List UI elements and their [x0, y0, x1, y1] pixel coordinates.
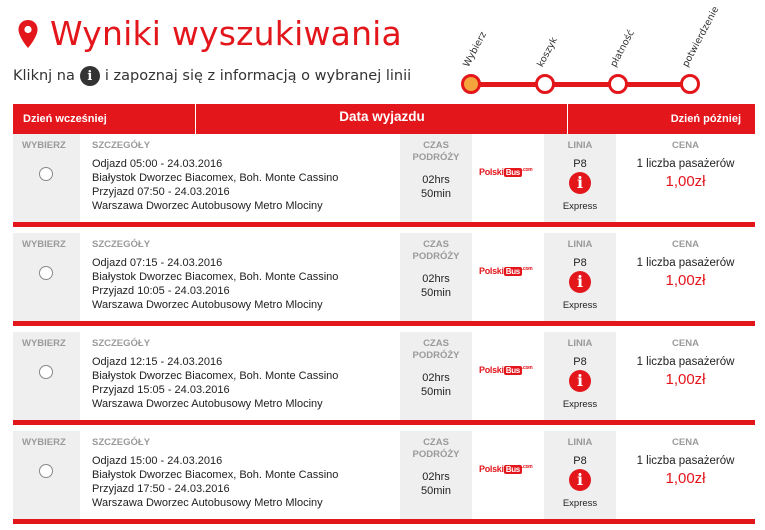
line-code: P8 — [573, 257, 587, 269]
travel-minutes: 50min — [421, 188, 451, 200]
price-label: CENA — [672, 338, 699, 349]
polskibus-logo — [479, 464, 532, 474]
logo-part2: Bus — [505, 267, 520, 276]
arrival-station: Warszawa Dworzec Autobusowy Metro Mlociny — [92, 497, 323, 509]
carrier-cell — [472, 233, 544, 321]
price-cell — [616, 233, 755, 321]
departure-station: Białystok Dworzec Biacomex, Boh. Monte Cassino — [92, 469, 339, 481]
travel-time-label-1: CZAS — [423, 338, 449, 349]
line-type: Express — [562, 498, 598, 509]
travel-time-label-2: PODRÓŻY — [412, 449, 460, 460]
line-type: Express — [562, 201, 598, 212]
page-title: Wyniki wyszukiwania — [50, 14, 402, 53]
step-label-koszyk: koszyk — [535, 35, 561, 69]
travel-time-cell — [402, 332, 470, 420]
travel-hours: 02hrs — [422, 372, 450, 384]
travel-minutes: 50min — [421, 485, 451, 497]
passenger-count: 1 liczba pasażerów — [636, 356, 735, 368]
price-value: 1,00zł — [665, 173, 706, 190]
passenger-count: 1 liczba pasażerów — [636, 158, 735, 170]
results-list — [13, 134, 755, 530]
arrival-station: Warszawa Dworzec Autobusowy Metro Mlociny — [92, 398, 323, 410]
date-bar — [13, 104, 755, 134]
logo-part2: Bus — [505, 168, 520, 177]
price-label: CENA — [672, 437, 699, 448]
logo-part2: Bus — [505, 465, 520, 474]
line-code: P8 — [573, 158, 587, 170]
price-value: 1,00zł — [665, 470, 706, 487]
select-radio[interactable] — [39, 266, 53, 280]
passenger-count: 1 liczba pasażerów — [636, 455, 735, 467]
travel-time-label-2: PODRÓŻY — [412, 350, 460, 361]
departure-date-title: Data wyjazdu — [197, 104, 568, 134]
logo-part1: Polski — [479, 167, 504, 177]
next-day-link[interactable]: Dzień później — [670, 113, 741, 125]
select-label: WYBIERZ — [22, 140, 66, 151]
travel-time-label-2: PODRÓŻY — [412, 152, 460, 163]
line-cell — [546, 332, 614, 420]
line-cell — [546, 134, 614, 222]
details-label: SZCZEGÓŁY — [92, 338, 151, 349]
travel-time-value — [402, 371, 470, 399]
select-radio[interactable] — [39, 365, 53, 379]
line-label: LINIA — [567, 140, 593, 151]
travel-hours: 02hrs — [422, 471, 450, 483]
line-type: Express — [562, 399, 598, 410]
travel-hours: 02hrs — [422, 273, 450, 285]
travel-time-label — [402, 239, 470, 263]
step-koszyk — [535, 74, 555, 94]
travel-time-value — [402, 272, 470, 300]
select-cell — [13, 332, 78, 420]
price-cell — [616, 431, 755, 519]
line-info-icon[interactable]: i — [569, 271, 591, 293]
line-code: P8 — [573, 356, 587, 368]
travel-time-cell — [402, 233, 470, 321]
logo-part3: .com — [521, 167, 533, 173]
logo-part3: .com — [521, 464, 533, 470]
logo-part3: .com — [521, 266, 533, 272]
select-label: WYBIERZ — [22, 338, 66, 349]
line-label: LINIA — [567, 338, 593, 349]
location-pin-icon — [17, 19, 39, 49]
departure-text: Odjazd 15:00 - 24.03.2016 — [92, 455, 223, 467]
price-value: 1,00zł — [665, 371, 706, 388]
step-platnosc — [608, 74, 628, 94]
polskibus-logo — [479, 167, 532, 177]
logo-part1: Polski — [479, 365, 504, 375]
line-info-icon[interactable]: i — [569, 469, 591, 491]
select-cell — [13, 233, 78, 321]
logo-part1: Polski — [479, 464, 504, 474]
price-cell — [616, 332, 755, 420]
result-row — [13, 233, 755, 326]
line-info-icon[interactable]: i — [569, 370, 591, 392]
travel-hours: 02hrs — [422, 174, 450, 186]
select-label: WYBIERZ — [22, 437, 66, 448]
details-label: SZCZEGÓŁY — [92, 437, 151, 448]
price-cell — [616, 134, 755, 222]
info-icon: i — [80, 66, 100, 86]
instruction-text — [13, 66, 411, 86]
details-cell — [80, 332, 400, 420]
details-label: SZCZEGÓŁY — [92, 239, 151, 250]
travel-time-value — [402, 173, 470, 201]
result-row — [13, 134, 755, 227]
travel-time-label — [402, 338, 470, 362]
departure-text: Odjazd 07:15 - 24.03.2016 — [92, 257, 223, 269]
travel-time-label — [402, 140, 470, 164]
arrival-station: Warszawa Dworzec Autobusowy Metro Mlociny — [92, 200, 323, 212]
travel-time-label-1: CZAS — [423, 437, 449, 448]
logo-part1: Polski — [479, 266, 504, 276]
select-label: WYBIERZ — [22, 239, 66, 250]
travel-minutes: 50min — [421, 386, 451, 398]
arrival-station: Warszawa Dworzec Autobusowy Metro Mlociny — [92, 299, 323, 311]
line-cell — [546, 233, 614, 321]
select-radio[interactable] — [39, 464, 53, 478]
line-info-icon[interactable]: i — [569, 172, 591, 194]
details-cell — [80, 431, 400, 519]
price-label: CENA — [672, 140, 699, 151]
departure-station: Białystok Dworzec Biacomex, Boh. Monte Cassino — [92, 370, 339, 382]
polskibus-logo — [479, 266, 532, 276]
line-code: P8 — [573, 455, 587, 467]
select-cell — [13, 134, 78, 222]
arrival-text: Przyjazd 15:05 - 24.03.2016 — [92, 384, 230, 396]
logo-part3: .com — [521, 365, 533, 371]
travel-time-label — [402, 437, 470, 461]
travel-time-value — [402, 470, 470, 498]
step-wybierz — [461, 74, 481, 94]
progress-line — [471, 82, 691, 87]
carrier-cell — [472, 134, 544, 222]
result-row — [13, 332, 755, 425]
polskibus-logo — [479, 365, 532, 375]
travel-time-label-2: PODRÓŻY — [412, 251, 460, 262]
logo-part2: Bus — [505, 366, 520, 375]
details-cell — [80, 134, 400, 222]
departure-station: Białystok Dworzec Biacomex, Boh. Monte Cassino — [92, 271, 339, 283]
carrier-cell — [472, 332, 544, 420]
instruction-after: i zapoznaj się z informacją o wybranej linii — [104, 68, 412, 84]
departure-text: Odjazd 12:15 - 24.03.2016 — [92, 356, 223, 368]
price-value: 1,00zł — [665, 272, 706, 289]
travel-time-label-1: CZAS — [423, 239, 449, 250]
arrival-text: Przyjazd 10:05 - 24.03.2016 — [92, 285, 230, 297]
details-label: SZCZEGÓŁY — [92, 140, 151, 151]
travel-time-cell — [402, 431, 470, 519]
passenger-count: 1 liczba pasażerów — [636, 257, 735, 269]
travel-minutes: 50min — [421, 287, 451, 299]
departure-station: Białystok Dworzec Biacomex, Boh. Monte Cassino — [92, 172, 339, 184]
step-label-wybierz: Wybierz — [461, 30, 489, 69]
step-potwierdzenie — [680, 74, 700, 94]
departure-text: Odjazd 05:00 - 24.03.2016 — [92, 158, 223, 170]
step-label-platnosc: płatność — [608, 28, 637, 69]
details-cell — [80, 233, 400, 321]
arrival-text: Przyjazd 17:50 - 24.03.2016 — [92, 483, 230, 495]
line-cell — [546, 431, 614, 519]
travel-time-label-1: CZAS — [423, 140, 449, 151]
select-cell — [13, 431, 78, 519]
travel-time-cell — [402, 134, 470, 222]
arrival-text: Przyjazd 07:50 - 24.03.2016 — [92, 186, 230, 198]
line-label: LINIA — [567, 239, 593, 250]
result-row — [13, 431, 755, 524]
booking-progress — [455, 0, 755, 100]
step-label-potwierdzenie: potwierdzenie — [680, 4, 722, 70]
price-label: CENA — [672, 239, 699, 250]
previous-day-link[interactable]: Dzień wcześniej — [13, 104, 196, 134]
line-type: Express — [562, 300, 598, 311]
carrier-cell — [472, 431, 544, 519]
select-radio[interactable] — [39, 167, 53, 181]
line-label: LINIA — [567, 437, 593, 448]
instruction-before: Kliknj na — [13, 68, 75, 84]
